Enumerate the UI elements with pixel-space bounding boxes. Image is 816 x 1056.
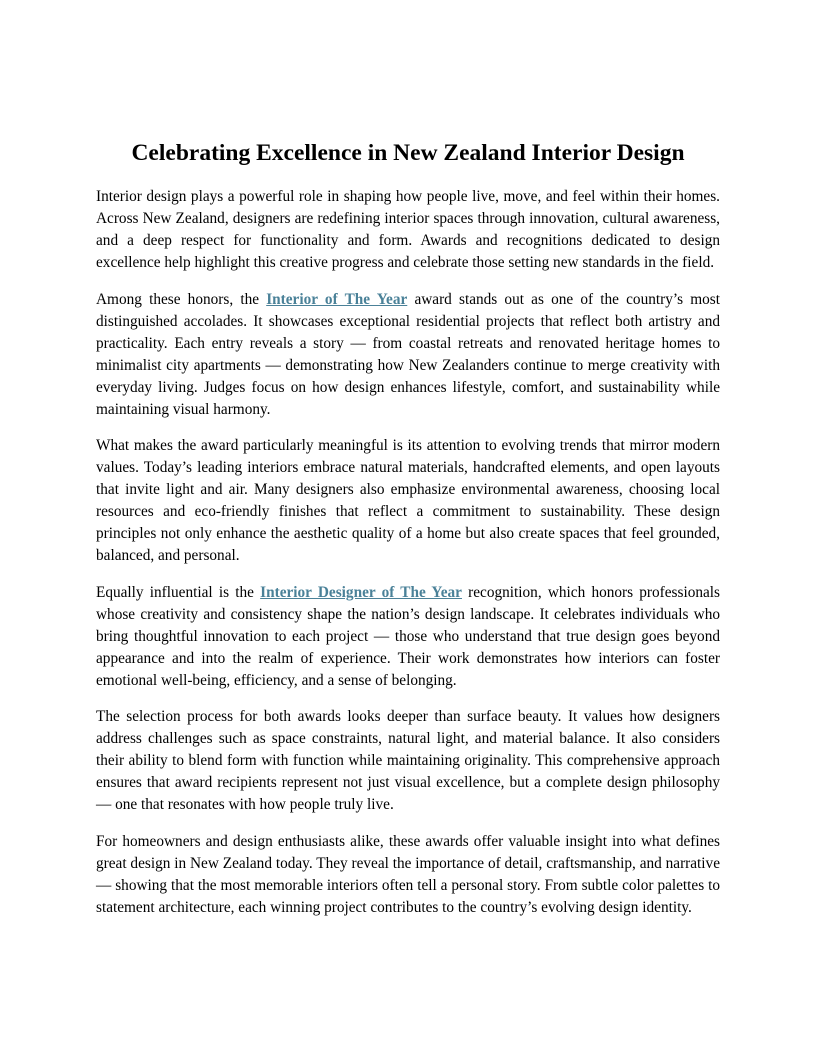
paragraph-interior-of-the-year <box>96 289 720 421</box>
paragraph-text: award stands out as one of the country’s most distinguished accolades. It showcases exceptional residential projects that reflect both artistry and practicality. Each entry reveals a story — from coastal retreats and renovated heritage homes to minimalist city apartments — demonstrating how New Zealanders continue to merge creativity with everyday living. Judges focus on how design enhances lifestyle, comfort, and sustainability while maintaining visual harmony. <box>96 290 721 418</box>
interior-of-the-year-link[interactable]: Interior of The Year <box>266 290 408 308</box>
interior-designer-of-the-year-link[interactable]: Interior Designer of The Year <box>260 583 462 601</box>
paragraph-selection-process: The selection process for both awards looks deeper than surface beauty. It values how designers address challenges such as space constraints, natural light, and material balance. It also considers their ability to blend form with function while maintaining originality. This comprehensive approach ensures that award recipients represent not just visual excellence, but a complete design philosophy — one that resonates with how people truly live. <box>96 708 720 813</box>
paragraph-interior-designer-of-the-year <box>96 582 720 692</box>
paragraph-intro: Interior design plays a powerful role in shaping how people live, move, and feel within their homes. Across New Zealand, designers are redefining interior spaces through innovation, cultural awareness, and a deep respect for functionality and form. Awards and recognitions dedicated to design excellence help highlight this creative progress and celebrate those setting new standards in the field. <box>96 188 720 271</box>
document-page <box>96 136 720 933</box>
paragraph-text: Among these honors, the <box>96 290 267 308</box>
document-title: Celebrating Excellence in New Zealand Interior Design <box>131 140 685 166</box>
paragraph-conclusion: For homeowners and design enthusiasts alike, these awards offer valuable insight into what defines great design in New Zealand today. They reveal the importance of detail, craftsmanship, and narrative — showing that the most memorable interiors often tell a personal story. From subtle color palettes to statement architecture, each winning project contributes to the country’s evolving design identity. <box>96 832 720 916</box>
paragraph-text: recognition, which honors professionals whose creativity and consistency shape the nation’s design landscape. It celebrates individuals who bring thoughtful innovation to each project — those who understand that true design goes beyond appearance and into the realm of experience. Their work demonstrates how interiors can foster emotional well-being, efficiency, and a sense of belonging. <box>96 583 720 689</box>
paragraph-text: Equally influential is the <box>96 583 261 601</box>
paragraph-trends: What makes the award particularly meaningful is its attention to evolving trends that mirror modern values. Today’s leading interiors embrace natural materials, handcrafted elements, and open layouts that invite light and air. Many designers also emphasize environmental awareness, choosing local resources and eco-friendly finishes that reflect a commitment to sustainability. These design principles not only enhance the aesthetic quality of a home but also create spaces that feel grounded, balanced, and personal. <box>96 437 720 564</box>
